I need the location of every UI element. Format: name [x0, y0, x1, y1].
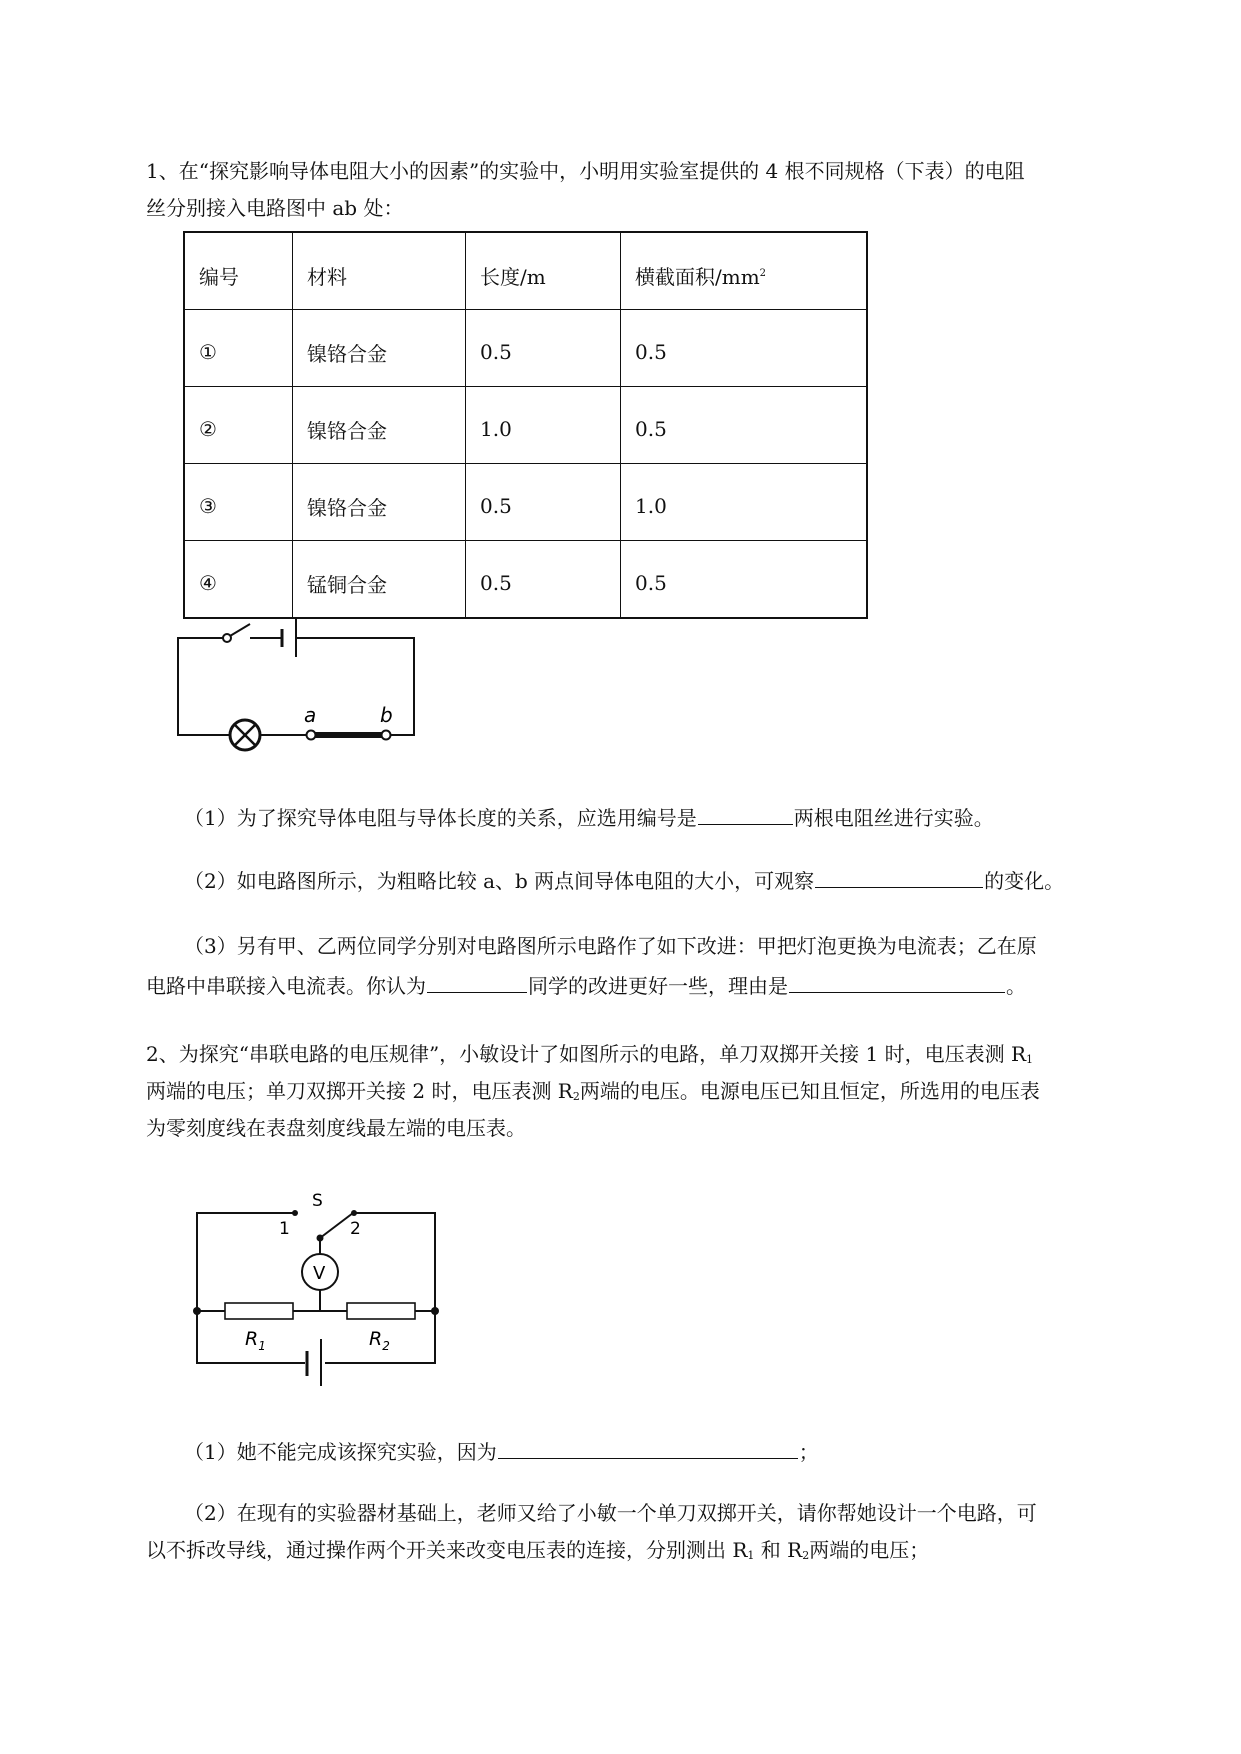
- q2-sub2-line1: （2）在现有的实验器材基础上，老师又给了小敏一个单刀双掷开关，请你帮她设计一个电路，可: [184, 1501, 1037, 1525]
- header-text: 横截面积/mm: [635, 264, 760, 289]
- switch-pos-1: 1: [279, 1219, 290, 1239]
- r2-label: $R_2$: [369, 1328, 390, 1353]
- answer-blank[interactable]: [427, 968, 527, 993]
- q2-sub2-sub2: 2: [802, 1549, 810, 1562]
- terminal-a: [307, 731, 316, 740]
- q1-sub3-line2: [146, 968, 1026, 1002]
- table-cell: 镍铬合金: [293, 310, 466, 387]
- q1-sub3-text-b: 同学的改进更好一些，理由是: [528, 974, 788, 998]
- q2-sub1-text-a: （1）她不能完成该探究实验，因为: [184, 1440, 497, 1464]
- q1-sub3-line1: （3）另有甲、乙两位同学分别对电路图所示电路作了如下改进：甲把灯泡更换为电流表；乙在原: [184, 934, 1037, 958]
- table-header-row: [184, 232, 867, 310]
- switch-blade-icon: [320, 1213, 353, 1238]
- q1-stem-line1: 1、在“探究影响导体电阻大小的因素”的实验中，小明用实验室提供的 4 根不同规格（下表）的电阻: [146, 159, 1025, 183]
- q2-line1-sub: 1: [1026, 1053, 1034, 1066]
- q2-sub1: [184, 1434, 819, 1468]
- table-cell: 0.5: [466, 541, 621, 619]
- resistor-r1: [225, 1303, 293, 1319]
- table-cell: 0.5: [621, 387, 868, 464]
- q2-sub1-text-b: ；: [798, 1440, 819, 1464]
- table-cell: ②: [184, 387, 293, 464]
- header-cell: 编号: [184, 232, 293, 310]
- header-sup: 2: [759, 267, 767, 279]
- circuit-diagram-1: [170, 615, 430, 765]
- header-cell: 材料: [293, 232, 466, 310]
- answer-blank[interactable]: [498, 1434, 798, 1459]
- table-cell: 镍铬合金: [293, 387, 466, 464]
- table-cell: 0.5: [466, 464, 621, 541]
- q2-line2: [146, 1075, 1040, 1113]
- q2-line2-sub: 2: [572, 1090, 580, 1103]
- q2-line3: 为零刻度线在表盘刻度线最左端的电压表。: [146, 1116, 526, 1140]
- table-cell: 0.5: [466, 310, 621, 387]
- q2-sub2-sub1: 1: [747, 1549, 755, 1562]
- q2-line2-text-a: 两端的电压；单刀双掷开关接 2 时，电压表测 R: [146, 1079, 573, 1103]
- q1-sub3-text-c: 。: [1006, 974, 1026, 998]
- header-cell: 长度/m: [466, 232, 621, 310]
- q1-sub2-text-b: 的变化。: [984, 869, 1065, 893]
- switch-label: S: [312, 1191, 323, 1211]
- answer-blank[interactable]: [815, 863, 983, 888]
- contact-2: [351, 1210, 357, 1216]
- table-row: [184, 464, 867, 541]
- table-cell: 0.5: [621, 310, 868, 387]
- resistor-r2: [347, 1303, 415, 1319]
- q2-sub2-text-b: 两端的电压；: [809, 1538, 930, 1562]
- circuit-diagram-2: [185, 1188, 455, 1398]
- q1-stem-line2: 丝分别接入电路图中 ab 处：: [146, 196, 404, 220]
- q1-sub1-text-a: （1）为了探究导体电阻与导体长度的关系，应选用编号是: [184, 806, 697, 830]
- junction-right: [431, 1307, 439, 1315]
- table-row: [184, 541, 867, 619]
- label-b: b: [380, 703, 393, 727]
- terminal-b: [382, 731, 391, 740]
- table-cell: 0.5: [621, 541, 868, 619]
- table-cell: ①: [184, 310, 293, 387]
- switch-pos-2: 2: [350, 1219, 361, 1239]
- table-cell: 1.0: [466, 387, 621, 464]
- voltmeter-label: V: [313, 1263, 326, 1284]
- q2-line1: [146, 1038, 1033, 1076]
- answer-blank[interactable]: [789, 968, 1005, 993]
- spec-table: [183, 231, 868, 619]
- q2-sub2-line2: [146, 1534, 929, 1572]
- r1-label: $R_1$: [245, 1328, 266, 1353]
- q1-sub2: [184, 863, 1064, 897]
- table-cell: 镍铬合金: [293, 464, 466, 541]
- header-cell: [621, 232, 868, 310]
- q1-sub1: [184, 800, 994, 834]
- q1-sub3-text-a: 电路中串联接入电流表。你认为: [146, 974, 426, 998]
- table-cell: ④: [184, 541, 293, 619]
- table-cell: 1.0: [621, 464, 868, 541]
- q2-line1-text: 2、为探究“串联电路的电压规律”，小敏设计了如图所示的电路，单刀双掷开关接 1 时，电压表测 R: [146, 1042, 1027, 1066]
- table-row: [184, 310, 867, 387]
- answer-blank[interactable]: [698, 800, 793, 825]
- label-a: a: [304, 703, 317, 727]
- q2-sub2-text-mid: 和 R: [754, 1538, 803, 1562]
- contact-1: [292, 1210, 298, 1216]
- table-cell: 锰铜合金: [293, 541, 466, 619]
- q1-sub2-text-a: （2）如电路图所示，为粗略比较 a、b 两点间导体电阻的大小，可观察: [184, 869, 815, 893]
- wire-right-top: [355, 1213, 435, 1311]
- switch-blade-icon: [230, 624, 250, 636]
- junction-left: [193, 1307, 201, 1315]
- q2-line2-text-b: 两端的电压。电源电压已知且恒定，所选用的电压表: [579, 1079, 1040, 1103]
- q2-sub2-text-a: 以不拆改导线，通过操作两个开关来改变电压表的连接，分别测出 R: [146, 1538, 748, 1562]
- table-cell: ③: [184, 464, 293, 541]
- q1-sub1-text-b: 两根电阻丝进行实验。: [793, 806, 994, 830]
- wire-left: [178, 638, 230, 735]
- table-row: [184, 387, 867, 464]
